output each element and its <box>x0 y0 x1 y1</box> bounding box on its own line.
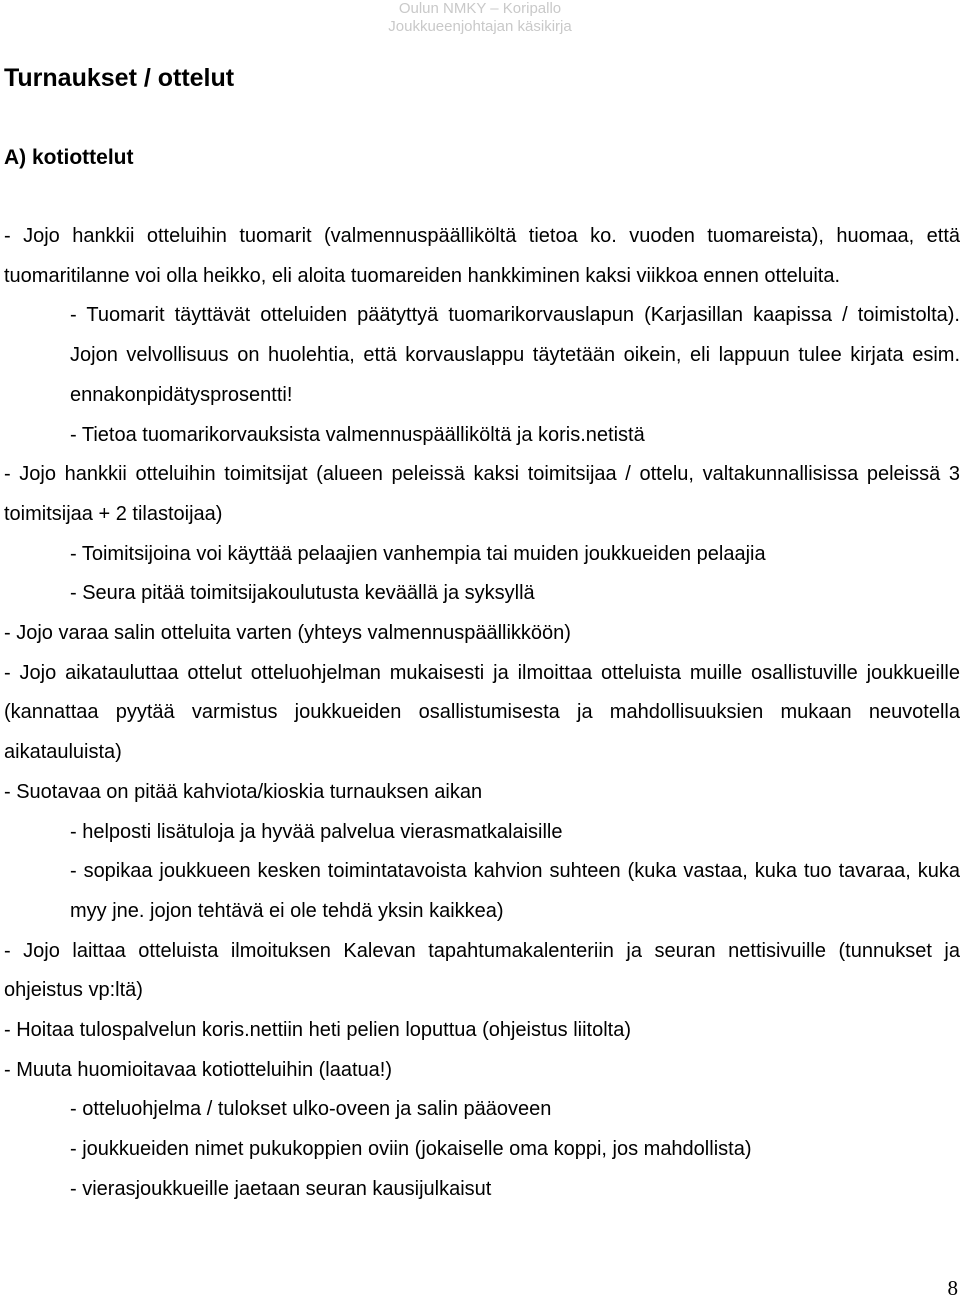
list-item: - Jojo varaa salin otteluita varten (yhteys valmennuspäällikköön) <box>4 622 571 645</box>
list-item: - Jojo laittaa otteluista ilmoituksen Kalevan tapahtumakalenteriin ja seuran nettisivuille (tunnukset ja ohjeistus vp:ltä) <box>4 939 960 1002</box>
list-item: - Jojo hankkii otteluihin tuomarit (valmennuspäälliköltä tietoa ko. vuoden tuomareista), huomaa, että tuomaritilanne voi olla heikko, eli aloita tuomareiden hankkiminen kaksi viikkoa ennen otteluita. <box>4 225 960 287</box>
sub-list-item: - joukkueiden nimet pukukoppien oviin (jokaiselle oma koppi, jos mahdollista) <box>70 1138 752 1161</box>
list-item: - Jojo aikatauluttaa ottelut otteluohjelman mukaisesti ja ilmoittaa otteluista muille osallistuville joukkueille (kannattaa pyytää varmistus joukkueiden osallistumisesta ja mahdollisuuksien mukaan neuvotella aikatauluista) <box>4 661 960 764</box>
sub-list-item: - Tuomarit täyttävät otteluiden päätyttyä tuomarikorvauslapun (Karjasillan kaapissa / toimistolta). Jojon velvollisuus on huolehtia, että korvauslappu täytetään oikein, eli lappuun tulee kirjata esim. ennakonpidätysprosentti! <box>70 304 960 406</box>
running-header-line-2: Joukkueenjohtajan käsikirja <box>388 18 572 35</box>
sub-list-item: - helposti lisätuloja ja hyvää palvelua vierasmatkalaisille <box>70 820 563 843</box>
sub-list-item: - sopikaa joukkueen kesken toimintatavoista kahvion suhteen (kuka vastaa, kuka tuo tavaraa, kuka myy jne. jojon tehtävä ei ole tehdä yksin kaikkea) <box>70 860 960 922</box>
sub-list-item: - otteluohjelma / tulokset ulko-oveen ja salin pääoveen <box>70 1098 552 1121</box>
running-header <box>384 0 576 36</box>
sub-list-item: - Tietoa tuomarikorvauksista valmennuspäälliköltä ja koris.netistä <box>70 423 645 446</box>
list-item: - Muuta huomioitavaa kotiotteluihin (laatua!) <box>4 1058 392 1081</box>
list-item: - Suotavaa on pitää kahviota/kioskia turnauksen aikan <box>4 780 483 803</box>
sub-list-item: - Toimitsijoina voi käyttää pelaajien vanhempia tai muiden joukkueiden pelaajia <box>70 542 766 565</box>
section-heading: A) kotiottelut <box>4 146 134 169</box>
list-item: - Jojo hankkii otteluihin toimitsijat (alueen peleissä kaksi toimitsijaa / ottelu, valtakunnallisissa peleissä 3 toimitsijaa + 2 tilastoijaa) <box>4 463 960 525</box>
body-text <box>0 217 960 1210</box>
running-header-line-1: Oulun NMKY – Koripallo <box>398 0 562 17</box>
page-number: 8 <box>947 1276 958 1300</box>
page-title: Turnaukset / ottelut <box>4 64 235 92</box>
sub-list-item: - Seura pitää toimitsijakoulutusta keväällä ja syksyllä <box>70 582 535 605</box>
list-item: - Hoitaa tulospalvelun koris.nettiin heti pelien loputtua (ohjeistus liitolta) <box>4 1019 632 1042</box>
sub-list-item: - vierasjoukkueille jaetaan seuran kausijulkaisut <box>70 1177 492 1200</box>
